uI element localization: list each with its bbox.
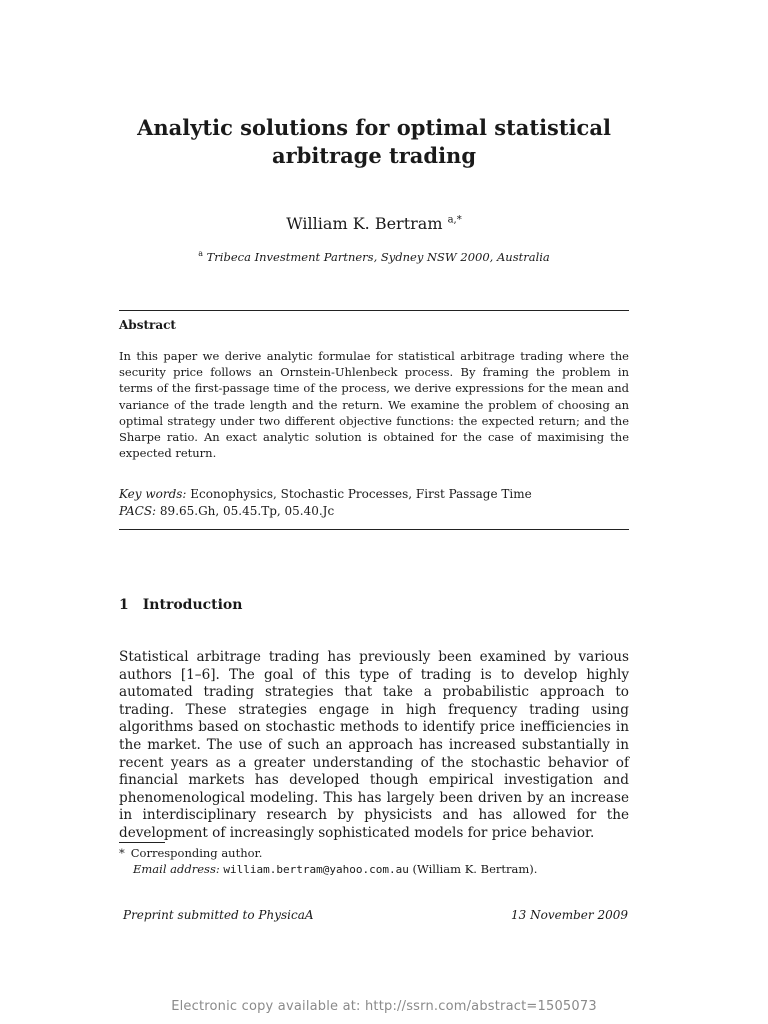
section-title: Introduction	[142, 597, 243, 613]
email-suffix: (William K. Bertram).	[412, 862, 538, 876]
footer-date: 13 November 2009	[511, 908, 628, 922]
pacs-line	[119, 503, 629, 520]
author-line	[119, 214, 629, 233]
footnote-corresponding-text: Corresponding author.	[130, 846, 263, 860]
keywords-text: Econophysics, Stochastic Processes, First Passage Time	[190, 487, 532, 501]
section-number: 1	[119, 597, 129, 613]
abstract-body: In this paper we derive analytic formulae for statistical arbitrage trading where the security price follows an Ornstein-Uhlenbeck process. By framing the problem in terms of the first-passage time of the process, we derive expressions for the mean and variance of the trade length and the return. We examine the problem of choosing an optimal strategy under two different objective functions: the expected return; and the Sharpe ratio. An exact analytic solution is obtained for the case of maximising the expected return.	[119, 349, 629, 461]
affiliation-text: Tribeca Investment Partners, Sydney NSW 2000, Australia	[206, 249, 550, 264]
keywords-block	[119, 486, 629, 520]
keywords-label: Key words:	[119, 487, 187, 501]
affiliation-mark: a	[198, 249, 203, 258]
email-address[interactable]: william.bertram@yahoo.com.au	[223, 863, 409, 876]
pacs-label: PACS:	[119, 504, 157, 518]
title-line-1: Analytic solutions for optimal statistical	[137, 115, 611, 140]
abstract-heading: Abstract	[119, 318, 176, 332]
footer-preprint: Preprint submitted to PhysicaA	[123, 908, 314, 922]
introduction-paragraph: Statistical arbitrage trading has previously been examined by various authors [1–6]. The goal of this type of trading is to develop highly automated trading strategies that take a probabilistic approach to trading. These strategies engage in high frequency trading using algorithms based on stochastic methods to identify price inefficiencies in the market. The use of such an approach has increased substantially in recent years as a greater understanding of the stochastic behavior of financial markets has developed though empirical investigation and phenomenological modeling. This has largely been driven by an increase in interdisciplinary research by physicists and has allowed for the development of increasingly sophisticated models for price behavior.	[119, 649, 629, 841]
abstract-bottom-rule	[119, 529, 629, 530]
author-marks: a,*	[447, 214, 462, 226]
title-line-2: arbitrage trading	[271, 143, 477, 168]
footnote-star: *	[119, 846, 125, 860]
footnote-corresponding	[119, 846, 262, 860]
keywords-line	[119, 486, 629, 503]
affiliation-line	[119, 249, 629, 264]
author-name: William K. Bertram	[286, 214, 443, 233]
section-heading	[119, 597, 242, 613]
abstract-top-rule	[119, 310, 629, 311]
pacs-text: 89.65.Gh, 05.45.Tp, 05.40.Jc	[159, 504, 335, 518]
email-label: Email address:	[133, 862, 220, 876]
paper-title	[119, 114, 629, 170]
footnote-rule	[119, 842, 165, 843]
footnote-email	[133, 862, 537, 876]
ssrn-watermark[interactable]: Electronic copy available at: http://ssrn.com/abstract=1505073	[171, 999, 597, 1014]
